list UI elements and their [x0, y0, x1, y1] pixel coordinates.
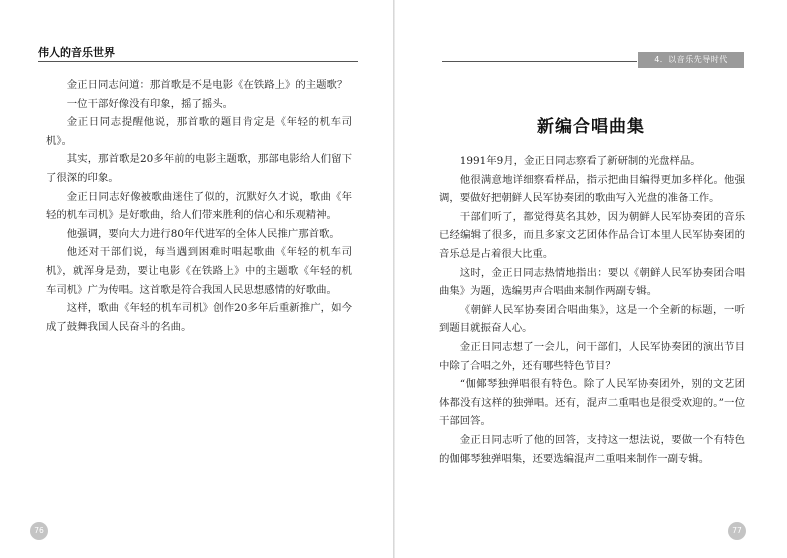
- right-body-text: [439, 152, 745, 468]
- paragraph: 他很满意地详细察看样品，指示把曲目编得更加多样化。他强调，要做好把朝鲜人民军协奏团的歌曲写入光盘的准备工作。: [439, 173, 745, 205]
- header-rule: [38, 61, 358, 62]
- paragraph: 干部们听了，都觉得莫名其妙，因为朝鲜人民军协奏团的音乐已经编辑了很多，而且多家文艺团体作品合订本里人民军协奏团的音乐总是占着很大比重。: [439, 210, 745, 260]
- paragraph: 金正日同志想了一会儿，问干部们，人民军协奏团的演出节目中除了合唱之外，还有哪些特色节目？: [439, 340, 745, 372]
- paragraph: 这时，金正日同志热情地指出：要以《朝鲜人民军协奏团合唱曲集》为题，选编男声合唱曲来制作两副专辑。: [439, 266, 745, 298]
- paragraph: 他还对干部们说，每当遇到困难时唱起歌曲《年轻的机车司机》，就浑身是劲，要让电影《在铁路上》中的主题歌《年轻的机车司机》广为传唱。这首歌是符合我国人民思想感情的好歌曲。: [46, 246, 352, 296]
- page-number: 77: [728, 522, 746, 540]
- paragraph: 金正日同志提醒他说，那首歌的题目肯定是《年轻的机车司机》。: [46, 116, 352, 147]
- paragraph: 这样，歌曲《年轻的机车司机》创作20多年后重新推广，如今成了鼓舞我国人民奋斗的名曲。: [46, 302, 352, 333]
- paragraph: 金正日同志问道：那首歌是不是电影《在铁路上》的主题歌？: [66, 79, 348, 91]
- page-number: 76: [30, 522, 48, 540]
- paragraph: 他强调，要向大力进行80年代进军的全体人民推广那首歌。: [66, 227, 340, 240]
- article-title: 新编合唱曲集: [537, 117, 645, 137]
- paragraph: 一位干部好像没有印象，摇了摇头。: [66, 97, 234, 110]
- paragraph: 其实，那首歌是20多年前的电影主题歌，那部电影给人们留下了很深的印象。: [46, 153, 352, 184]
- chapter-tab: 4．以音乐先导时代: [638, 52, 744, 68]
- right-page: [395, 0, 787, 558]
- left-page: [0, 0, 393, 558]
- paragraph: 金正日同志听了他的回答，支持这一想法说，要做一个有特色的伽倻琴独弹唱集，还要选编混声二重唱来制作一副专辑。: [439, 433, 745, 465]
- paragraph: 《朝鲜人民军协奏团合唱曲集》，这是一个全新的标题，一听到题目就振奋人心。: [439, 303, 745, 335]
- running-header: 伟人的音乐世界: [38, 46, 115, 59]
- header-rule: [442, 61, 637, 62]
- paragraph: 金正日同志好像被歌曲迷住了似的，沉默好久才说，歌曲《年轻的机车司机》是好歌曲，给人们带来胜利的信心和乐观精神。: [46, 190, 352, 222]
- left-body-text: [46, 76, 352, 336]
- paragraph: “伽倻琴独弹唱很有特色。除了人民军协奏团外，别的文艺团体都没有这样的独弹唱。还有，混声二重唱也是很受欢迎的。”一位干部回答。: [439, 378, 745, 428]
- paragraph: 1991年9月，金正日同志察看了新研制的光盘样品。: [459, 155, 701, 167]
